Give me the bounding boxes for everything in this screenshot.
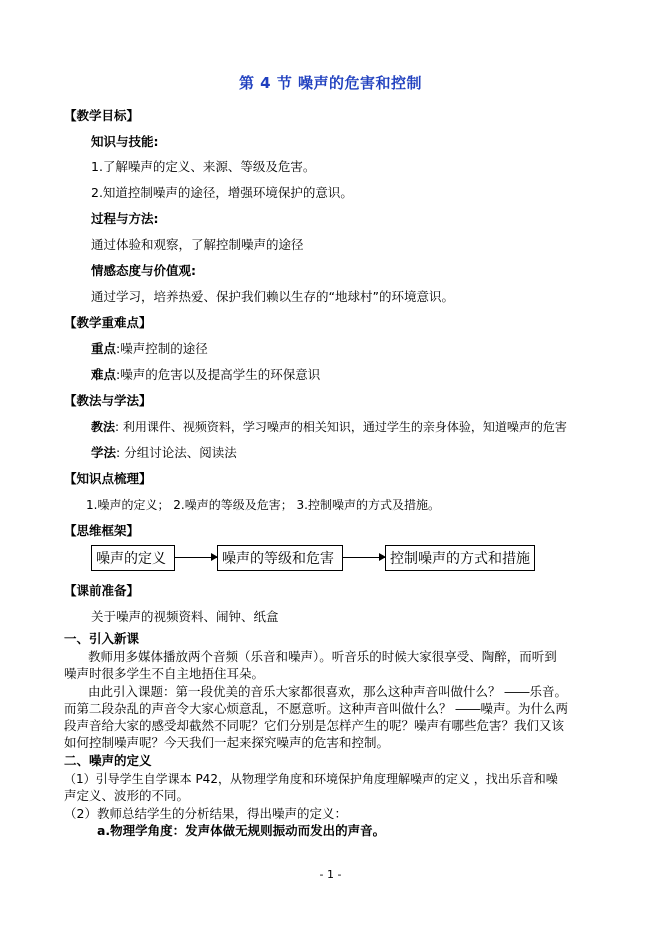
- difficulty-label: 难点: [91, 367, 117, 382]
- knowledge-label: 知识与技能:: [91, 134, 159, 149]
- framework-arrow-1: [175, 557, 217, 558]
- process-text: 通过体验和观察，了解控制噪声的途径: [91, 237, 304, 252]
- difficulty-line: [91, 366, 320, 384]
- framework-box-definition: 噪声的定义: [91, 545, 175, 571]
- section-1-heading: 一、引入新课: [64, 631, 140, 646]
- teaching-method-label: 教法: [91, 420, 116, 434]
- framework-box-control: 控制噪声的方式和措施: [385, 545, 535, 571]
- key-points-heading: 【教学重难点】: [64, 315, 152, 330]
- process-label: 过程与方法:: [91, 211, 159, 226]
- framework-box-levels-harm: 噪声的等级和危害: [217, 545, 343, 571]
- goals-heading: 【教学目标】: [64, 108, 140, 123]
- teaching-method-line: [91, 418, 567, 436]
- emotion-text: 通过学习，培养热爱、保护我们赖以生存的“地球村”的环境意识。: [91, 289, 454, 304]
- prep-heading: 【课前准备】: [64, 583, 140, 598]
- section-1-p1-line-2: 噪声时很多学生不自主地捂住耳朵。: [64, 666, 265, 681]
- knowledge-map-text: 1.噪声的定义； 2.噪声的等级及危害； 3.控制噪声的方式及措施。: [86, 498, 440, 512]
- knowledge-item-1: 1.了解噪声的定义、来源、等级及危害。: [91, 159, 316, 174]
- framework-heading: 【思维框架】: [64, 523, 140, 538]
- key-point-label: 重点: [91, 341, 117, 356]
- knowledge-map-heading: 【知识点梳理】: [64, 471, 152, 486]
- learning-method-label: 学法: [91, 445, 117, 460]
- learning-method-text: : 分组讨论法、阅读法: [116, 445, 237, 460]
- framework-arrow-2: [343, 557, 385, 558]
- section-1-p2-line-4: 如何控制噪声呢？今天我们一起来探究噪声的危害和控制。: [64, 735, 390, 750]
- section-2-p1-line-1: （1）引导学生自学课本 P42，从物理学角度和环境保护角度理解噪声的定义 ，找出乐音和噪: [64, 772, 558, 786]
- teaching-method-text: : 利用课件、视频资料，学习噪声的相关知识，通过学生的亲身体验，知道噪声的危害: [115, 420, 567, 434]
- section-1-p2-line-1: 由此引入课题：第一段优美的音乐大家都很喜欢，那么这种声音叫做什么？ ――乐音。: [88, 684, 567, 699]
- section-2-p2: （2）教师总结学生的分析结果，得出噪声的定义：: [64, 806, 347, 821]
- key-point-line: [91, 340, 208, 358]
- page-title: 第 4 节 噪声的危害和控制: [238, 74, 423, 92]
- section-2-heading: 二、噪声的定义: [64, 753, 152, 768]
- emotion-label: 情感态度与价值观:: [91, 263, 196, 278]
- key-point-text: :噪声控制的途径: [116, 341, 208, 356]
- section-2-p1-line-2: 声定义、波形的不同。: [64, 788, 190, 803]
- section-1-p2-line-2: 而第二段杂乱的声音令大家心烦意乱，不愿意听。这种声音叫做什么？ ――噪声。为什么两: [64, 701, 568, 716]
- methods-heading: 【教法与学法】: [64, 393, 152, 408]
- section-1-p1-line-1: 教师用多媒体播放两个音频（乐音和噪声）。听音乐的时候大家很享受、陶醉，而听到: [88, 649, 557, 664]
- learning-method-line: [91, 444, 237, 462]
- prep-text: 关于噪声的视频资料、闹钟、纸盒: [91, 609, 279, 624]
- section-2-p3: a.物理学角度：发声体做无规则振动而发出的声音。: [97, 823, 386, 838]
- section-1-p2-line-3: 段声音给大家的感受却截然不同呢？它们分别是怎样产生的呢？噪声有哪些危害？我们又该: [64, 718, 565, 733]
- page-number: - 1 -: [319, 868, 342, 881]
- knowledge-item-2: 2.知道控制噪声的途径，增强环境保护的意识。: [91, 185, 353, 200]
- difficulty-text: :噪声的危害以及提高学生的环保意识: [116, 367, 321, 382]
